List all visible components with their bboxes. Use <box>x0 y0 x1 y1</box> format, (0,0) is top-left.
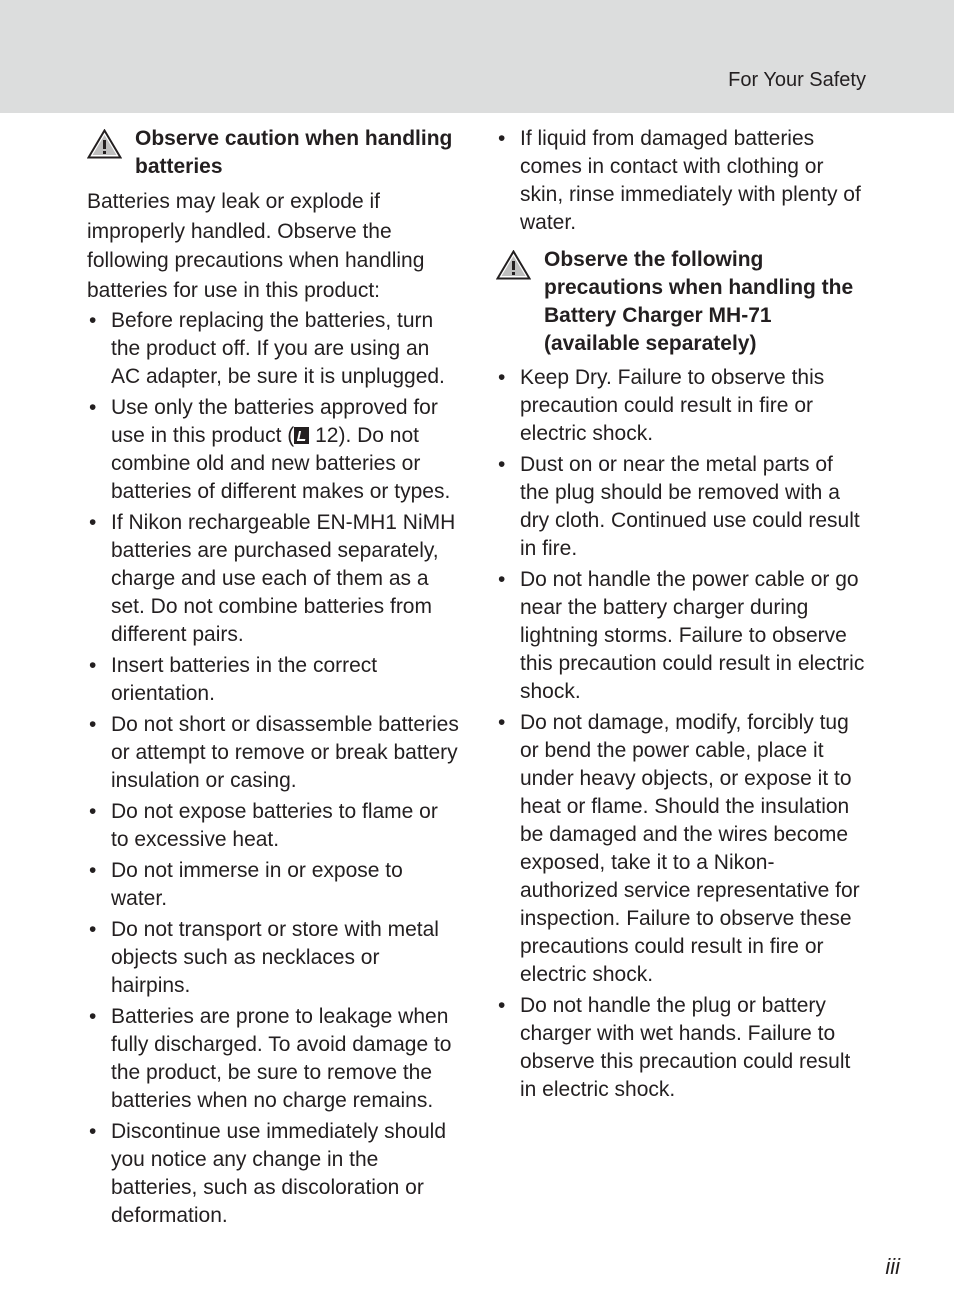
caution-heading-charger <box>496 246 866 358</box>
battery-precautions-list <box>87 307 459 1230</box>
bullet-dot: • <box>89 1120 97 1143</box>
list-item: • Do not transport or store with metal objects such as necklaces or hairpins. <box>89 918 439 997</box>
reference-mark-icon <box>294 427 309 444</box>
bullet-dot: • <box>498 453 506 476</box>
caution-heading-batteries <box>87 125 459 181</box>
list-item: • If liquid from damaged batteries comes in contact with clothing or skin, rinse immediately with plenty of water. <box>498 127 861 234</box>
bullet-dot: • <box>89 800 97 823</box>
intro-paragraph: Batteries may leak or explode if improperly handled. Observe the following precautions when handling batteries for use in this product: <box>87 190 425 302</box>
list-item: • Insert batteries in the correct orientation. <box>89 654 378 705</box>
bullet-dot: • <box>498 711 506 734</box>
bullet-dot: • <box>89 859 97 882</box>
right-column <box>496 125 866 1107</box>
list-item: • Before replacing the batteries, turn the product off. If you are using an AC adapter, be sure it is unplugged. <box>89 309 445 388</box>
bullet-dot: • <box>89 309 97 332</box>
list-item: • Do not short or disassemble batteries or attempt to remove or break battery insulation or casing. <box>89 713 459 792</box>
warning-triangle-icon <box>496 250 531 280</box>
bullet-dot: • <box>498 568 506 591</box>
heading-text: Observe caution when handling batteries <box>135 127 453 178</box>
list-item: • Do not expose batteries to flame or to excessive heat. <box>89 800 438 851</box>
bullet-dot: • <box>498 366 506 389</box>
bullet-dot: • <box>89 396 97 419</box>
bullet-dot: • <box>498 127 506 150</box>
battery-precautions-continued-list <box>496 125 866 237</box>
list-item: • Keep Dry. Failure to observe this precaution could result in fire or electric shock. <box>498 366 825 445</box>
bullet-dot: • <box>89 1005 97 1028</box>
list-item: • Discontinue use immediately should you notice any change in the batteries, such as discoloration or deformation. <box>89 1120 447 1227</box>
list-item: • Use only the batteries approved for use in this product ( 12). Do not combine old and new batteries or batteries of different makes or types. <box>89 396 451 503</box>
list-item: • Do not immerse in or expose to water. <box>89 859 403 910</box>
list-item: • Do not handle the plug or battery charger with wet hands. Failure to observe this precaution could result in electric shock. <box>498 994 851 1101</box>
bullet-dot: • <box>89 511 97 534</box>
page-number: iii <box>885 1254 900 1279</box>
charger-precautions-list <box>496 364 866 1104</box>
left-column <box>87 125 459 1233</box>
list-item: • Batteries are prone to leakage when fully discharged. To avoid damage to the product, be sure to remove the batteries when no charge remains. <box>89 1005 452 1112</box>
header-band <box>0 0 954 113</box>
bullet-dot: • <box>89 918 97 941</box>
bullet-dot: • <box>89 654 97 677</box>
heading-text: Observe the following precautions when handling the Battery Charger MH-71 (available separately) <box>544 248 854 355</box>
list-item: • If Nikon rechargeable EN-MH1 NiMH batteries are purchased separately, charge and use each of them as a set. Do not combine batteries from different pairs. <box>89 511 456 646</box>
list-item: • Do not damage, modify, forcibly tug or bend the power cable, place it under heavy objects, or expose it to heat or flame. Should the insulation be damaged and the wires become exposed, take it to a Nikon-authorized service representative for inspection. Failure to observe these precautions could result in fire or electric shock. <box>498 711 860 986</box>
list-item: • Do not handle the power cable or go near the battery charger during lightning storms. Failure to observe this precaution could result in electric shock. <box>498 568 865 703</box>
bullet-dot: • <box>498 994 506 1017</box>
section-title: For Your Safety <box>728 69 866 91</box>
warning-triangle-icon <box>87 129 122 159</box>
list-item: • Dust on or near the metal parts of the plug should be removed with a dry cloth. Continued use could result in fire. <box>498 453 860 560</box>
bullet-dot: • <box>89 713 97 736</box>
